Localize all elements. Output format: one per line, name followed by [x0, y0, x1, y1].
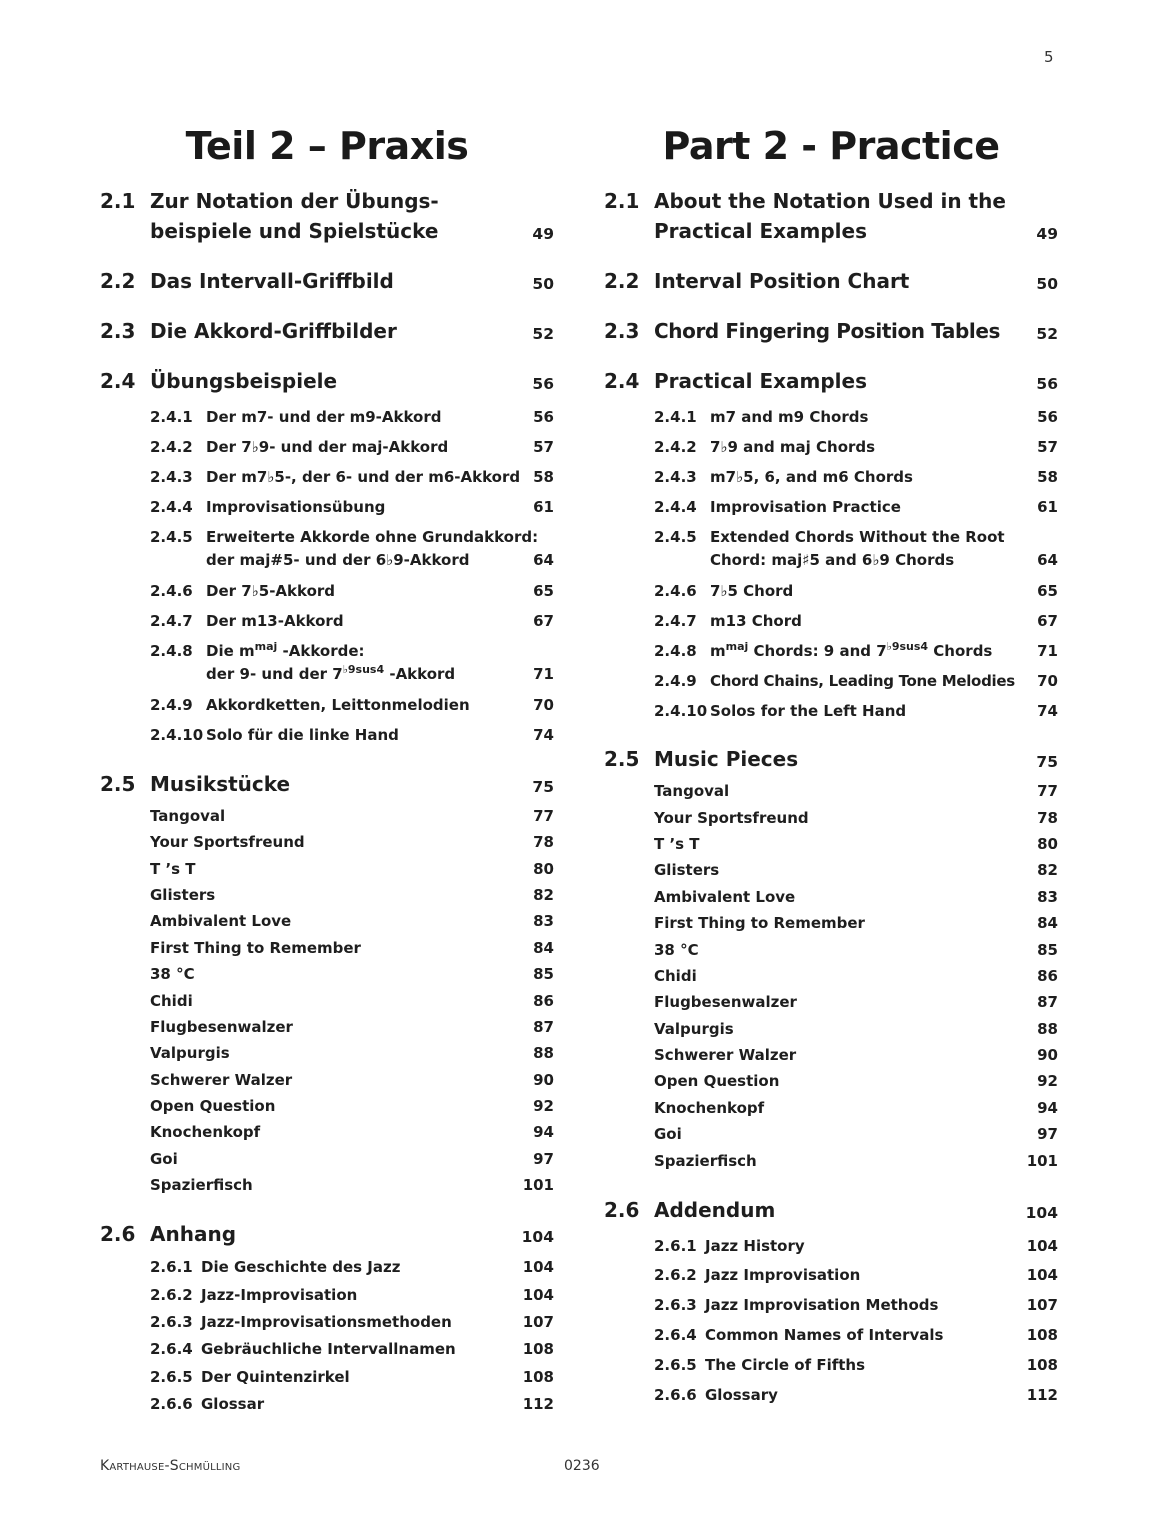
toc-subsection[interactable] [604, 580, 1058, 603]
toc-piece[interactable] [100, 910, 554, 933]
piece-title: Tangoval [150, 807, 226, 825]
toc-section[interactable] [100, 316, 554, 346]
subsection-number: 2.4.1 [150, 408, 193, 426]
section-title: Addendum [654, 1198, 776, 1222]
toc-subsection[interactable] [100, 526, 554, 572]
piece-title: Chidi [150, 992, 193, 1010]
page-ref: 57 [1037, 438, 1058, 456]
page-number: 5 [1044, 48, 1054, 66]
subsection-title: The Circle of Fifths [705, 1356, 866, 1374]
toc-subsection[interactable] [604, 610, 1058, 633]
page-ref: 77 [533, 807, 554, 825]
page-ref: 49 [1036, 225, 1058, 243]
toc-piece[interactable] [100, 831, 554, 854]
page-ref: 82 [533, 886, 554, 904]
subsection-title: Der 7♭9- und der maj-Akkord [206, 438, 449, 456]
page-ref: 74 [1037, 702, 1058, 720]
toc-piece[interactable] [100, 1174, 554, 1197]
subsection-title-line2: Chord: maj♯5 and 6♭9 Chords [710, 551, 955, 569]
page-ref: 78 [533, 833, 554, 851]
toc-subsection[interactable] [100, 1366, 554, 1389]
toc-piece[interactable] [604, 991, 1058, 1014]
page-ref: 88 [533, 1044, 554, 1062]
section-number: 2.2 [100, 269, 136, 293]
page-ref: 82 [1037, 861, 1058, 879]
page-ref: 92 [533, 1097, 554, 1115]
toc-subsection[interactable] [604, 1354, 1058, 1377]
page-ref: 50 [1036, 275, 1058, 293]
subsection-number: 2.6.5 [654, 1356, 697, 1374]
piece-title: 38 °C [150, 965, 195, 983]
toc-piece[interactable] [604, 807, 1058, 830]
page-ref: 65 [533, 582, 554, 600]
subsection-number: 2.6.1 [150, 1258, 193, 1276]
subsection-number: 2.6.6 [654, 1386, 697, 1404]
toc-piece[interactable] [100, 858, 554, 881]
subsection-title: Solos for the Left Hand [710, 702, 907, 720]
toc-subsection[interactable] [604, 1235, 1058, 1258]
page-ref: 71 [533, 665, 554, 683]
toc-section[interactable] [604, 744, 1058, 774]
toc-subsection[interactable] [100, 1393, 554, 1416]
page-ref: 112 [1026, 1386, 1058, 1404]
section-title: Chord Fingering Position Tables [654, 319, 1000, 343]
page-ref: 80 [1037, 835, 1058, 853]
toc-subsection[interactable] [604, 1264, 1058, 1287]
subsection-number: 2.4.4 [150, 498, 193, 516]
section-title: Practical Examples [654, 369, 867, 393]
toc-subsection[interactable] [604, 466, 1058, 489]
toc-piece[interactable] [100, 1016, 554, 1039]
subsection-title: Solo für die linke Hand [206, 726, 399, 744]
subsection-number: 2.4.10 [654, 702, 708, 720]
subsection-title: Die $m^{maj}$ -Akkorde: [206, 640, 365, 660]
page-ref: 88 [1037, 1020, 1058, 1038]
part-heading: Part 2 - Practice [662, 124, 1000, 168]
piece-title: T ’s T [654, 835, 700, 853]
subsection-title: m7♭5, 6, and m6 Chords [710, 468, 913, 486]
page-ref: 71 [1037, 642, 1058, 660]
toc-piece[interactable] [100, 937, 554, 960]
page-ref: 94 [1037, 1099, 1058, 1117]
subsection-number: 2.6.5 [150, 1368, 193, 1386]
section-number: 2.6 [604, 1198, 640, 1222]
subsection-number: 2.4.7 [654, 612, 697, 630]
toc-piece[interactable] [100, 1042, 554, 1065]
section-number: 2.3 [100, 319, 136, 343]
subsection-title-line2: der 9- und der $7^{♭9sus4}$ -Akkord [206, 663, 456, 683]
section-number: 2.4 [100, 369, 136, 393]
page-ref: 104 [1025, 1204, 1058, 1222]
toc-piece[interactable] [604, 886, 1058, 909]
piece-title: Ambivalent Love [654, 888, 796, 906]
piece-title: 38 °C [654, 941, 699, 959]
toc-piece[interactable] [100, 884, 554, 907]
page-ref: 56 [533, 408, 554, 426]
toc-subsection[interactable] [604, 640, 1058, 663]
toc-subsection[interactable] [100, 724, 554, 747]
section-title: Zur Notation der Übungs- [150, 189, 439, 213]
page-ref: 67 [1037, 612, 1058, 630]
page-ref: 85 [1037, 941, 1058, 959]
page-ref: 57 [533, 438, 554, 456]
subsection-number: 2.6.3 [654, 1296, 697, 1314]
page-ref: 84 [533, 939, 554, 957]
subsection-number: 2.4.2 [654, 438, 697, 456]
page-ref: 75 [532, 778, 554, 796]
subsection-title: Jazz-Improvisation [201, 1286, 358, 1304]
page-ref: 78 [1037, 809, 1058, 827]
page-ref: 107 [522, 1313, 554, 1331]
section-title-line2: Practical Examples [654, 219, 867, 243]
section-title: Musikstücke [150, 772, 291, 796]
subsection-title: Improvisation Practice [710, 498, 901, 516]
section-number: 2.5 [100, 772, 136, 796]
subsection-title: $m^{maj}$ Chords: 9 and $7^{♭9sus4}$ Chords [710, 640, 993, 660]
piece-title: Ambivalent Love [150, 912, 292, 930]
subsection-title: Extended Chords Without the Root [710, 528, 1005, 546]
page-ref: 104 [1026, 1237, 1058, 1255]
subsection-title: Jazz Improvisation Methods [705, 1296, 939, 1314]
page-ref: 112 [522, 1395, 554, 1413]
subsection-number: 2.4.10 [150, 726, 204, 744]
section-title: Interval Position Chart [654, 269, 910, 293]
toc-subsection[interactable] [100, 496, 554, 519]
piece-title: Schwerer Walzer [150, 1071, 293, 1089]
subsection-title: Jazz-Improvisationsmethoden [201, 1313, 452, 1331]
piece-title: First Thing to Remember [654, 914, 865, 932]
subsection-title: Der Quintenzirkel [201, 1368, 350, 1386]
piece-title: T ’s T [150, 860, 196, 878]
piece-title: Flugbesenwalzer [654, 993, 797, 1011]
subsection-title: Glossar [201, 1395, 265, 1413]
subsection-number: 2.4.1 [654, 408, 697, 426]
section-number: 2.5 [604, 747, 640, 771]
toc-section[interactable] [100, 186, 554, 246]
page-ref: 77 [1037, 782, 1058, 800]
page-ref: 52 [532, 325, 554, 343]
page-ref: 50 [532, 275, 554, 293]
subsection-number: 2.4.3 [654, 468, 697, 486]
toc-section[interactable] [604, 1195, 1058, 1225]
toc-subsection[interactable] [604, 526, 1058, 572]
page-ref: 108 [522, 1368, 554, 1386]
footer-code: 0236 [564, 1458, 600, 1474]
piece-title: Chidi [654, 967, 697, 985]
section-number: 2.3 [604, 319, 640, 343]
subsection-number: 2.4.9 [150, 696, 193, 714]
toc-piece[interactable] [100, 1095, 554, 1118]
subsection-title: Common Names of Intervals [705, 1326, 944, 1344]
page-ref: 83 [1037, 888, 1058, 906]
piece-title: Spazierfisch [654, 1152, 757, 1170]
page-ref: 108 [522, 1340, 554, 1358]
subsection-title-line2: der maj#5- und der 6♭9-Akkord [206, 551, 470, 569]
toc-section[interactable] [100, 266, 554, 296]
page-ref: 104 [521, 1228, 554, 1246]
subsection-title: Chord Chains, Leading Tone Melodies [710, 672, 1015, 690]
toc-piece[interactable] [100, 963, 554, 986]
toc-section[interactable] [100, 366, 554, 396]
toc-column-german [100, 118, 554, 1413]
piece-title: Spazierfisch [150, 1176, 253, 1194]
toc-piece[interactable] [100, 990, 554, 1013]
subsection-number: 2.4.8 [150, 642, 193, 660]
toc-piece[interactable] [100, 1121, 554, 1144]
toc-subsection[interactable] [100, 406, 554, 429]
section-number: 2.1 [604, 189, 640, 213]
toc-section[interactable] [604, 366, 1058, 396]
piece-title: Open Question [150, 1097, 276, 1115]
subsection-number: 2.4.8 [654, 642, 697, 660]
page-ref: 56 [1036, 375, 1058, 393]
subsection-title: Jazz Improvisation [705, 1266, 861, 1284]
piece-title: Glisters [150, 886, 216, 904]
page-ref: 87 [1037, 993, 1058, 1011]
subsection-title: Improvisationsübung [206, 498, 386, 516]
toc-section[interactable] [604, 316, 1058, 346]
toc-piece[interactable] [100, 1148, 554, 1171]
page-ref: 64 [1037, 551, 1058, 569]
subsection-title: Akkordketten, Leittonmelodien [206, 696, 470, 714]
subsection-number: 2.6.4 [654, 1326, 697, 1344]
toc-section[interactable] [100, 769, 554, 799]
subsection-title: Die Geschichte des Jazz [201, 1258, 401, 1276]
toc-piece[interactable] [604, 939, 1058, 962]
section-number: 2.1 [100, 189, 136, 213]
piece-title: Knochenkopf [150, 1123, 261, 1141]
page-ref: 49 [532, 225, 554, 243]
toc-subsection[interactable] [604, 670, 1058, 693]
page-ref: 87 [533, 1018, 554, 1036]
subsection-number: 2.4.4 [654, 498, 697, 516]
toc-piece[interactable] [604, 1018, 1058, 1041]
section-number: 2.6 [100, 1222, 136, 1246]
section-title: Music Pieces [654, 747, 799, 771]
page-ref: 108 [1026, 1326, 1058, 1344]
toc-piece[interactable] [604, 1097, 1058, 1120]
subsection-title: Erweiterte Akkorde ohne Grundakkord: [206, 528, 539, 546]
subsection-number: 2.6.6 [150, 1395, 193, 1413]
subsection-number: 2.6.2 [654, 1266, 697, 1284]
page-ref: 58 [533, 468, 554, 486]
subsection-number: 2.4.6 [654, 582, 697, 600]
toc-subsection[interactable] [604, 496, 1058, 519]
subsection-number: 2.6.2 [150, 1286, 193, 1304]
page-ref: 85 [533, 965, 554, 983]
page-ref: 61 [1037, 498, 1058, 516]
section-title: Anhang [150, 1222, 237, 1246]
page-ref: 104 [522, 1286, 554, 1304]
subsection-title: 7♭5 Chord [710, 582, 794, 600]
piece-title: Your Sportsfreund [654, 809, 809, 827]
toc-subsection[interactable] [100, 466, 554, 489]
piece-title: Flugbesenwalzer [150, 1018, 293, 1036]
subsection-title: Jazz History [705, 1237, 805, 1255]
toc-subsection[interactable] [100, 1284, 554, 1307]
subsection-number: 2.4.3 [150, 468, 193, 486]
toc-subsection[interactable] [100, 580, 554, 603]
page-ref: 90 [1037, 1046, 1058, 1064]
toc-piece[interactable] [604, 1044, 1058, 1067]
toc-subsection[interactable] [100, 610, 554, 633]
toc-piece[interactable] [100, 1069, 554, 1092]
toc-subsection[interactable] [100, 694, 554, 717]
toc-subsection[interactable] [604, 406, 1058, 429]
subsection-title: Der m7- und der m9-Akkord [206, 408, 442, 426]
piece-title: First Thing to Remember [150, 939, 361, 957]
toc-piece[interactable] [604, 965, 1058, 988]
toc-piece[interactable] [604, 833, 1058, 856]
section-number: 2.4 [604, 369, 640, 393]
page-ref: 56 [1037, 408, 1058, 426]
section-title: Die Akkord-Griffbilder [150, 319, 397, 343]
part-heading: Teil 2 – Praxis [185, 124, 469, 168]
page-ref: 67 [533, 612, 554, 630]
page-ref: 83 [533, 912, 554, 930]
subsection-number: 2.4.5 [654, 528, 697, 546]
page-ref: 70 [1037, 672, 1058, 690]
footer-publisher: Karthause-Schmülling [100, 1458, 241, 1474]
page-ref: 92 [1037, 1072, 1058, 1090]
toc-subsection[interactable] [100, 436, 554, 459]
page-ref: 97 [1037, 1125, 1058, 1143]
page-ref: 104 [1026, 1266, 1058, 1284]
page-ref: 97 [533, 1150, 554, 1168]
page-ref: 94 [533, 1123, 554, 1141]
page-ref: 86 [1037, 967, 1058, 985]
subsection-title: 7♭9 and maj Chords [710, 438, 876, 456]
piece-title: Goi [150, 1150, 178, 1168]
toc-subsection[interactable] [100, 1311, 554, 1334]
subsection-number: 2.4.5 [150, 528, 193, 546]
piece-title: Open Question [654, 1072, 780, 1090]
toc-piece[interactable] [100, 805, 554, 828]
subsection-title: Glossary [705, 1386, 778, 1404]
toc-section[interactable] [604, 266, 1058, 296]
page-ref: 74 [533, 726, 554, 744]
toc-piece[interactable] [604, 1070, 1058, 1093]
toc-subsection[interactable] [604, 1324, 1058, 1347]
page-ref: 108 [1026, 1356, 1058, 1374]
subsection-number: 2.6.1 [654, 1237, 697, 1255]
toc-piece[interactable] [604, 780, 1058, 803]
subsection-title: m13 Chord [710, 612, 802, 630]
piece-title: Goi [654, 1125, 682, 1143]
subsection-number: 2.4.9 [654, 672, 697, 690]
page-ref: 65 [1037, 582, 1058, 600]
page-ref: 84 [1037, 914, 1058, 932]
page-ref: 104 [522, 1258, 554, 1276]
page-ref: 101 [522, 1176, 554, 1194]
section-title-line2: beispiele und Spielstücke [150, 219, 439, 243]
toc-section[interactable] [604, 186, 1058, 246]
page-ref: 58 [1037, 468, 1058, 486]
page-ref: 70 [533, 696, 554, 714]
subsection-number: 2.4.6 [150, 582, 193, 600]
toc-piece[interactable] [604, 1123, 1058, 1146]
page-ref: 75 [1036, 753, 1058, 771]
toc-subsection[interactable] [604, 1384, 1058, 1407]
toc-piece[interactable] [604, 859, 1058, 882]
page-ref: 107 [1026, 1296, 1058, 1314]
toc-piece[interactable] [604, 1150, 1058, 1173]
toc-subsection[interactable] [604, 700, 1058, 723]
toc-subsection[interactable] [604, 436, 1058, 459]
piece-title: Valpurgis [654, 1020, 734, 1038]
piece-title: Tangoval [654, 782, 730, 800]
subsection-number: 2.4.2 [150, 438, 193, 456]
page-ref: 101 [1026, 1152, 1058, 1170]
subsection-title: Der 7♭5-Akkord [206, 582, 336, 600]
subsection-number: 2.6.3 [150, 1313, 193, 1331]
toc-piece[interactable] [604, 912, 1058, 935]
toc-subsection[interactable] [604, 1294, 1058, 1317]
subsection-title: Der m13-Akkord [206, 612, 344, 630]
toc-column-english [604, 118, 1058, 1404]
subsection-title: Gebräuchliche Intervallnamen [201, 1340, 456, 1358]
piece-title: Your Sportsfreund [150, 833, 305, 851]
subsection-title: Der m7♭5-, der 6- und der m6-Akkord [206, 468, 521, 486]
toc-subsection[interactable] [100, 640, 554, 686]
section-title: Das Intervall-Griffbild [150, 269, 394, 293]
section-title: About the Notation Used in the [654, 189, 1006, 213]
piece-title: Schwerer Walzer [654, 1046, 797, 1064]
page-ref: 90 [533, 1071, 554, 1089]
piece-title: Knochenkopf [654, 1099, 765, 1117]
page-ref: 86 [533, 992, 554, 1010]
page-ref: 56 [532, 375, 554, 393]
toc-subsection[interactable] [100, 1256, 554, 1279]
subsection-number: 2.4.7 [150, 612, 193, 630]
section-title: Übungsbeispiele [150, 369, 338, 393]
section-number: 2.2 [604, 269, 640, 293]
page-ref: 64 [533, 551, 554, 569]
page-ref: 61 [533, 498, 554, 516]
toc-subsection[interactable] [100, 1338, 554, 1361]
piece-title: Valpurgis [150, 1044, 230, 1062]
page-ref: 80 [533, 860, 554, 878]
piece-title: Glisters [654, 861, 720, 879]
toc-section[interactable] [100, 1219, 554, 1249]
subsection-title: m7 and m9 Chords [710, 408, 869, 426]
subsection-number: 2.6.4 [150, 1340, 193, 1358]
page-ref: 52 [1036, 325, 1058, 343]
